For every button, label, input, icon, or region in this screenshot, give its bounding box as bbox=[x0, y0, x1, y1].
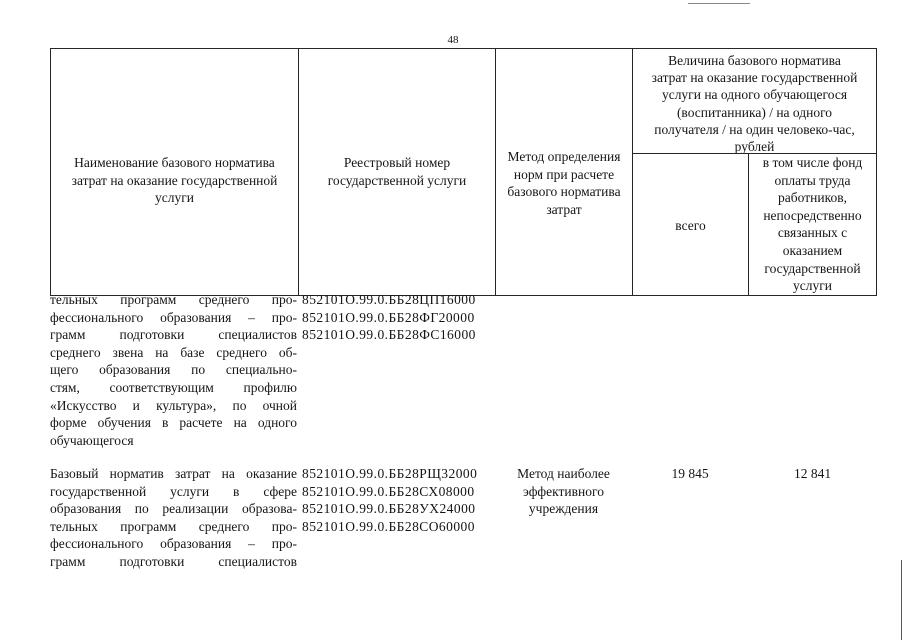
row-total-value: 19 845 bbox=[671, 466, 709, 481]
row-registry-numbers bbox=[302, 291, 492, 344]
row-name-line: среднего звена на базе среднего об- bbox=[50, 344, 297, 360]
registry-number: 852101О.99.0.ББ28УХ24000 bbox=[302, 501, 476, 517]
row-name-line: тельных программ среднего про- bbox=[50, 292, 297, 307]
row-registry-numbers bbox=[302, 465, 492, 535]
header-payroll-line: работников, bbox=[778, 190, 847, 206]
header-registry-line: государственной услуги bbox=[327, 172, 467, 188]
registry-number: 852101О.99.0.ББ28РЩ32000 bbox=[302, 466, 478, 481]
header-cell-name bbox=[50, 48, 299, 296]
row-name-line: государственной услуги в сфере bbox=[50, 483, 297, 499]
header-payroll-line: связанных с bbox=[777, 225, 848, 241]
header-method-text bbox=[496, 148, 632, 218]
header-total-text bbox=[633, 217, 748, 235]
header-method-line: Метод определения bbox=[507, 149, 621, 164]
header-payroll-line: в том числе фонд bbox=[762, 155, 863, 170]
header-value-group-line: (воспитанника) / на одного bbox=[676, 104, 833, 120]
row-method bbox=[495, 465, 632, 518]
registry-number: 852101О.99.0.ББ28ФС16000 bbox=[302, 327, 476, 343]
row-name bbox=[50, 465, 297, 571]
row-name-line: «Искусство и культура», по очной bbox=[50, 397, 297, 413]
registry-number: 852101О.99.0.ББ28СО60000 bbox=[302, 518, 475, 534]
header-value-group-line: услуги на одного обучающегося bbox=[661, 87, 848, 103]
row-name-line: образования по реализации образова- bbox=[50, 501, 297, 517]
header-payroll-line: оплаты труда bbox=[774, 172, 851, 188]
header-cell-total bbox=[632, 153, 749, 296]
header-value-group-line: Величина базового норматива bbox=[668, 53, 841, 68]
header-name-line: Наименование базового норматива bbox=[74, 155, 275, 170]
header-cell-value-group bbox=[632, 48, 877, 154]
header-registry-line: Реестровый номер bbox=[343, 155, 451, 170]
header-cell-method bbox=[495, 48, 633, 296]
header-method-line: базового норматива bbox=[507, 184, 621, 200]
header-value-group-text bbox=[633, 52, 876, 155]
scan-artifact-line bbox=[688, 3, 750, 4]
header-payroll-text bbox=[749, 154, 876, 295]
row-name-line: стям, соответствующим профилю bbox=[50, 379, 297, 395]
header-method-line: норм при расчете bbox=[513, 166, 615, 182]
row-method-line: учреждения bbox=[528, 501, 599, 517]
header-value-group-line: затрат на оказание государственной bbox=[651, 70, 858, 86]
header-registry-text bbox=[299, 154, 495, 189]
header-total-label: всего bbox=[675, 218, 706, 233]
header-name-line: затрат на оказание государственной bbox=[71, 172, 278, 188]
header-value-group-line: получателя / на один человеко-час, bbox=[654, 121, 855, 137]
row-method-line: эффективного bbox=[523, 483, 604, 499]
header-cell-registry bbox=[298, 48, 496, 296]
header-name-text bbox=[51, 154, 298, 207]
header-payroll-line: услуги bbox=[793, 278, 832, 294]
row-name-line: фессионального образования – про- bbox=[50, 536, 297, 552]
header-method-line: затрат bbox=[546, 201, 582, 217]
registry-number: 852101О.99.0.ББ28ЦП16000 bbox=[302, 292, 476, 307]
header-payroll-line: государственной bbox=[764, 260, 861, 276]
header-cell-payroll bbox=[748, 153, 877, 296]
header-value-group-line: рублей bbox=[734, 139, 775, 155]
scan-edge-line bbox=[901, 560, 902, 640]
row-name-line: грамм подготовки специалистов bbox=[50, 553, 297, 569]
row-name-line: Базовый норматив затрат на оказание bbox=[50, 466, 297, 481]
header-payroll-line: непосредственно bbox=[763, 207, 862, 223]
row-method-line: Метод наиболее bbox=[517, 466, 610, 481]
registry-number: 852101О.99.0.ББ28СХ08000 bbox=[302, 483, 475, 499]
row-payroll-value: 12 841 bbox=[793, 466, 832, 481]
row-name-line: обучающегося bbox=[50, 432, 134, 448]
header-name-line: услуги bbox=[155, 190, 194, 206]
row-name-line: фессионального образования – про- bbox=[50, 309, 297, 325]
page-number: 48 bbox=[447, 34, 459, 46]
row-name-line: форме обучения в расчете на одного bbox=[50, 415, 297, 431]
row-name bbox=[50, 291, 297, 449]
row-name-line: тельных программ среднего про- bbox=[50, 518, 297, 534]
registry-number: 852101О.99.0.ББ28ФГ20000 bbox=[302, 309, 475, 325]
row-name-line: щего образования по специально- bbox=[50, 362, 297, 378]
header-payroll-line: оказанием bbox=[782, 242, 843, 258]
row-name-line: грамм подготовки специалистов bbox=[50, 327, 297, 343]
